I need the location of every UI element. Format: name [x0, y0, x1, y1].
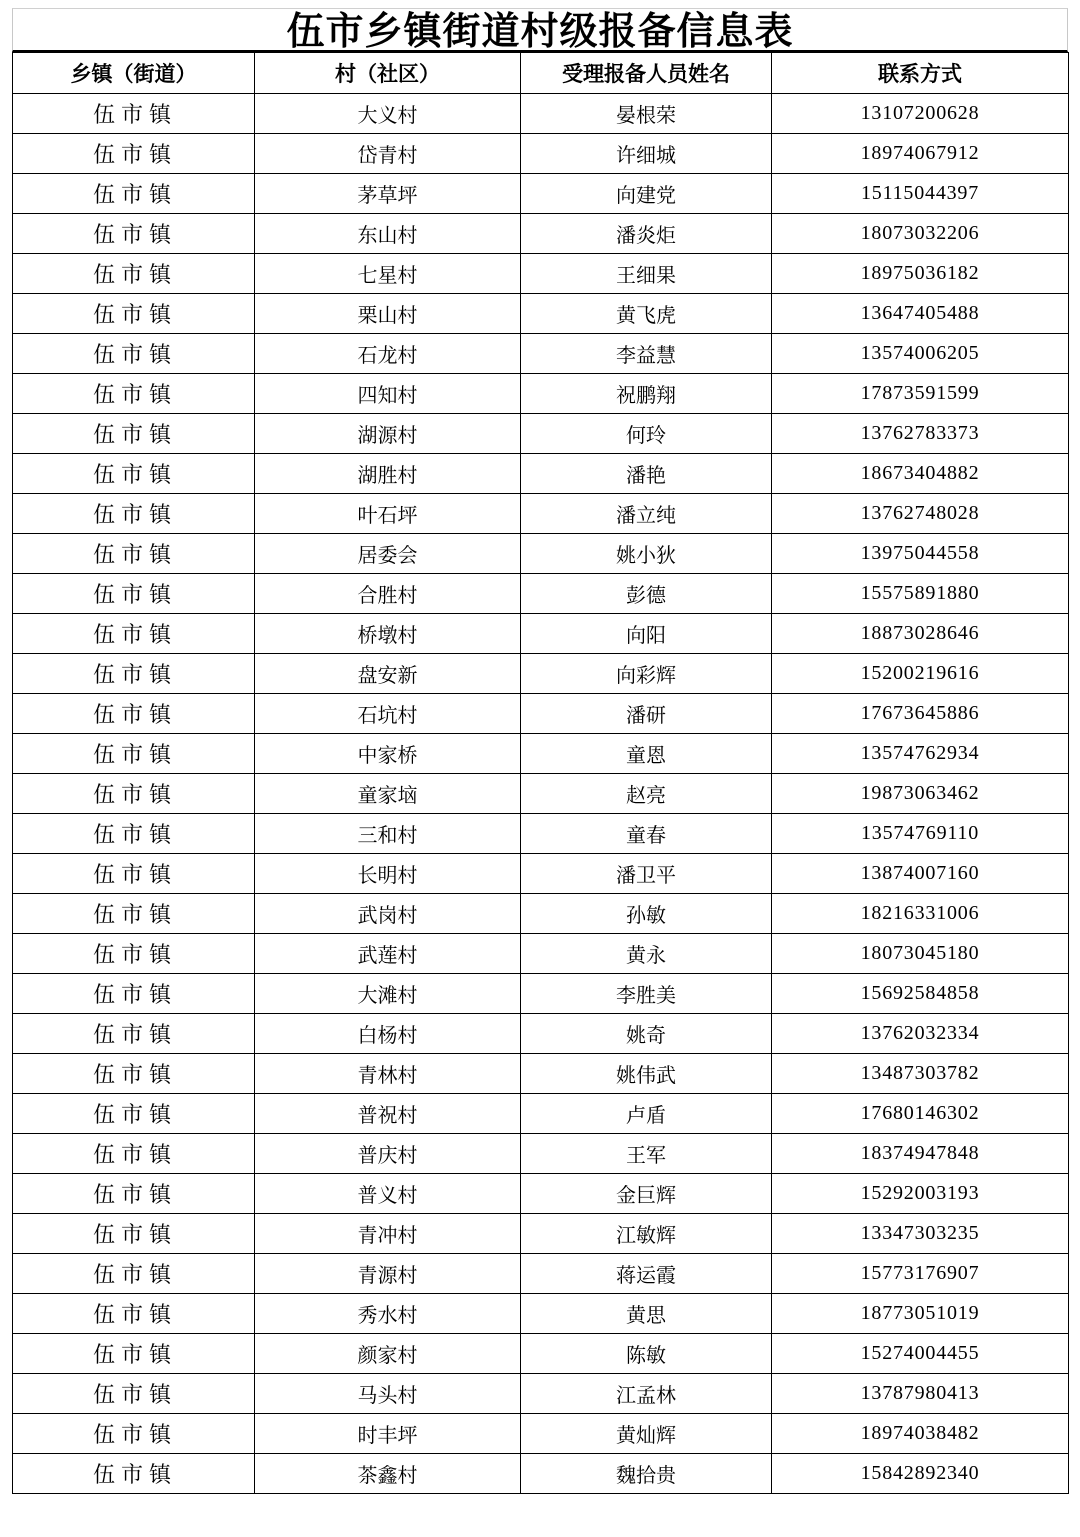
contact-name-cell: 卢盾	[521, 1094, 772, 1134]
village-cell: 湖源村	[255, 414, 521, 454]
contact-name-cell: 许细城	[521, 134, 772, 174]
phone-cell: 13347303235	[772, 1214, 1069, 1254]
phone-cell: 18975036182	[772, 254, 1069, 294]
contact-name-cell: 金巨辉	[521, 1174, 772, 1214]
town-cell: 伍市镇	[13, 414, 255, 454]
village-cell: 岱青村	[255, 134, 521, 174]
town-cell: 伍市镇	[13, 1214, 255, 1254]
village-cell: 茶鑫村	[255, 1454, 521, 1494]
town-cell: 伍市镇	[13, 1454, 255, 1494]
contact-name-cell: 姚伟武	[521, 1054, 772, 1094]
table-row	[13, 774, 1069, 814]
phone-cell: 13787980413	[772, 1374, 1069, 1414]
village-cell: 栗山村	[255, 294, 521, 334]
town-cell: 伍市镇	[13, 1254, 255, 1294]
phone-cell: 17873591599	[772, 374, 1069, 414]
table-row	[13, 1014, 1069, 1054]
contact-name-cell: 潘研	[521, 694, 772, 734]
town-cell: 伍市镇	[13, 694, 255, 734]
town-cell: 伍市镇	[13, 134, 255, 174]
phone-cell: 15115044397	[772, 174, 1069, 214]
town-cell: 伍市镇	[13, 1294, 255, 1334]
table-row	[13, 1214, 1069, 1254]
contact-name-cell: 江孟林	[521, 1374, 772, 1414]
town-cell: 伍市镇	[13, 774, 255, 814]
village-cell: 时丰坪	[255, 1414, 521, 1454]
town-cell: 伍市镇	[13, 734, 255, 774]
table-row	[13, 534, 1069, 574]
table-row	[13, 454, 1069, 494]
contact-name-cell: 姚奇	[521, 1014, 772, 1054]
village-cell: 青林村	[255, 1054, 521, 1094]
table-row	[13, 1254, 1069, 1294]
header-village: 村（社区）	[255, 53, 521, 94]
village-cell: 青源村	[255, 1254, 521, 1294]
phone-cell: 15842892340	[772, 1454, 1069, 1494]
contact-name-cell: 晏根荣	[521, 94, 772, 134]
town-cell: 伍市镇	[13, 934, 255, 974]
contact-name-cell: 江敏辉	[521, 1214, 772, 1254]
town-cell: 伍市镇	[13, 974, 255, 1014]
town-cell: 伍市镇	[13, 1014, 255, 1054]
table-row	[13, 1334, 1069, 1374]
village-cell: 白杨村	[255, 1014, 521, 1054]
table-row	[13, 254, 1069, 294]
table-row	[13, 414, 1069, 454]
phone-cell: 18974038482	[772, 1414, 1069, 1454]
town-cell: 伍市镇	[13, 1094, 255, 1134]
phone-cell: 13107200628	[772, 94, 1069, 134]
village-cell: 东山村	[255, 214, 521, 254]
table-row	[13, 894, 1069, 934]
table-row	[13, 694, 1069, 734]
contact-name-cell: 黄飞虎	[521, 294, 772, 334]
header-contact-person: 受理报备人员姓名	[521, 53, 772, 94]
phone-cell: 13762032334	[772, 1014, 1069, 1054]
contact-name-cell: 赵亮	[521, 774, 772, 814]
village-cell: 普祝村	[255, 1094, 521, 1134]
village-cell: 四知村	[255, 374, 521, 414]
phone-cell: 15200219616	[772, 654, 1069, 694]
phone-cell: 18374947848	[772, 1134, 1069, 1174]
phone-cell: 13975044558	[772, 534, 1069, 574]
table-row	[13, 734, 1069, 774]
town-cell: 伍市镇	[13, 494, 255, 534]
contact-name-cell: 王军	[521, 1134, 772, 1174]
town-cell: 伍市镇	[13, 654, 255, 694]
village-cell: 桥墩村	[255, 614, 521, 654]
table-row	[13, 1374, 1069, 1414]
table-row	[13, 174, 1069, 214]
contact-name-cell: 孙敏	[521, 894, 772, 934]
contact-name-cell: 彭德	[521, 574, 772, 614]
village-cell: 七星村	[255, 254, 521, 294]
contact-name-cell: 潘炎炬	[521, 214, 772, 254]
table-row	[13, 654, 1069, 694]
registration-sheet	[12, 8, 1068, 1494]
village-cell: 居委会	[255, 534, 521, 574]
contact-name-cell: 李胜美	[521, 974, 772, 1014]
contact-name-cell: 祝鹏翔	[521, 374, 772, 414]
contact-name-cell: 向彩辉	[521, 654, 772, 694]
contact-name-cell: 黄思	[521, 1294, 772, 1334]
contact-name-cell: 王细果	[521, 254, 772, 294]
table-row	[13, 94, 1069, 134]
town-cell: 伍市镇	[13, 254, 255, 294]
village-cell: 武莲村	[255, 934, 521, 974]
table-row	[13, 1094, 1069, 1134]
village-cell: 武岗村	[255, 894, 521, 934]
contact-name-cell: 潘立纯	[521, 494, 772, 534]
phone-cell: 13874007160	[772, 854, 1069, 894]
village-cell: 大滩村	[255, 974, 521, 1014]
village-cell: 叶石坪	[255, 494, 521, 534]
table-row	[13, 1414, 1069, 1454]
village-cell: 三和村	[255, 814, 521, 854]
phone-cell: 18773051019	[772, 1294, 1069, 1334]
town-cell: 伍市镇	[13, 534, 255, 574]
town-cell: 伍市镇	[13, 574, 255, 614]
village-cell: 湖胜村	[255, 454, 521, 494]
contact-name-cell: 蒋运霞	[521, 1254, 772, 1294]
sheet-title: 伍市乡镇街道村级报备信息表	[12, 8, 1068, 52]
village-cell: 青冲村	[255, 1214, 521, 1254]
town-cell: 伍市镇	[13, 294, 255, 334]
contact-name-cell: 姚小狄	[521, 534, 772, 574]
town-cell: 伍市镇	[13, 1134, 255, 1174]
table-row	[13, 854, 1069, 894]
contact-name-cell: 向建党	[521, 174, 772, 214]
town-cell: 伍市镇	[13, 814, 255, 854]
phone-cell: 17673645886	[772, 694, 1069, 734]
phone-cell: 13762783373	[772, 414, 1069, 454]
table-row	[13, 1174, 1069, 1214]
contact-name-cell: 童恩	[521, 734, 772, 774]
contact-name-cell: 魏拾贵	[521, 1454, 772, 1494]
village-cell: 童家垴	[255, 774, 521, 814]
town-cell: 伍市镇	[13, 894, 255, 934]
town-cell: 伍市镇	[13, 374, 255, 414]
phone-cell: 18873028646	[772, 614, 1069, 654]
village-cell: 石坑村	[255, 694, 521, 734]
table-row	[13, 974, 1069, 1014]
contact-name-cell: 李益慧	[521, 334, 772, 374]
contact-name-cell: 陈敏	[521, 1334, 772, 1374]
phone-cell: 18073045180	[772, 934, 1069, 974]
town-cell: 伍市镇	[13, 1334, 255, 1374]
village-cell: 颜家村	[255, 1334, 521, 1374]
village-cell: 石龙村	[255, 334, 521, 374]
header-town: 乡镇（街道）	[13, 53, 255, 94]
phone-cell: 15773176907	[772, 1254, 1069, 1294]
town-cell: 伍市镇	[13, 1374, 255, 1414]
table-row	[13, 934, 1069, 974]
phone-cell: 13574006205	[772, 334, 1069, 374]
phone-cell: 18974067912	[772, 134, 1069, 174]
town-cell: 伍市镇	[13, 454, 255, 494]
town-cell: 伍市镇	[13, 614, 255, 654]
town-cell: 伍市镇	[13, 1054, 255, 1094]
phone-cell: 19873063462	[772, 774, 1069, 814]
phone-cell: 15292003193	[772, 1174, 1069, 1214]
table-row	[13, 614, 1069, 654]
phone-cell: 15575891880	[772, 574, 1069, 614]
contact-name-cell: 潘卫平	[521, 854, 772, 894]
phone-cell: 15274004455	[772, 1334, 1069, 1374]
phone-cell: 15692584858	[772, 974, 1069, 1014]
contact-name-cell: 童春	[521, 814, 772, 854]
phone-cell: 18216331006	[772, 894, 1069, 934]
town-cell: 伍市镇	[13, 854, 255, 894]
table-row	[13, 1454, 1069, 1494]
village-cell: 合胜村	[255, 574, 521, 614]
phone-cell: 13574762934	[772, 734, 1069, 774]
table-header-row	[13, 53, 1069, 94]
table-row	[13, 1294, 1069, 1334]
table-row	[13, 574, 1069, 614]
village-cell: 大义村	[255, 94, 521, 134]
town-cell: 伍市镇	[13, 214, 255, 254]
town-cell: 伍市镇	[13, 1174, 255, 1214]
village-cell: 茅草坪	[255, 174, 521, 214]
village-cell: 马头村	[255, 1374, 521, 1414]
town-cell: 伍市镇	[13, 334, 255, 374]
registration-table	[12, 52, 1069, 1494]
table-row	[13, 214, 1069, 254]
table-row	[13, 494, 1069, 534]
contact-name-cell: 潘艳	[521, 454, 772, 494]
village-cell: 秀水村	[255, 1294, 521, 1334]
header-phone: 联系方式	[772, 53, 1069, 94]
phone-cell: 17680146302	[772, 1094, 1069, 1134]
town-cell: 伍市镇	[13, 1414, 255, 1454]
village-cell: 普庆村	[255, 1134, 521, 1174]
table-row	[13, 814, 1069, 854]
village-cell: 盘安新	[255, 654, 521, 694]
contact-name-cell: 黄灿辉	[521, 1414, 772, 1454]
table-body	[13, 94, 1069, 1494]
village-cell: 长明村	[255, 854, 521, 894]
village-cell: 普义村	[255, 1174, 521, 1214]
contact-name-cell: 何玲	[521, 414, 772, 454]
table-row	[13, 374, 1069, 414]
contact-name-cell: 向阳	[521, 614, 772, 654]
contact-name-cell: 黄永	[521, 934, 772, 974]
table-row	[13, 294, 1069, 334]
phone-cell: 13487303782	[772, 1054, 1069, 1094]
phone-cell: 13762748028	[772, 494, 1069, 534]
town-cell: 伍市镇	[13, 94, 255, 134]
phone-cell: 18673404882	[772, 454, 1069, 494]
town-cell: 伍市镇	[13, 174, 255, 214]
table-row	[13, 1054, 1069, 1094]
phone-cell: 13574769110	[772, 814, 1069, 854]
village-cell: 中家桥	[255, 734, 521, 774]
table-row	[13, 334, 1069, 374]
phone-cell: 13647405488	[772, 294, 1069, 334]
table-row	[13, 134, 1069, 174]
table-row	[13, 1134, 1069, 1174]
phone-cell: 18073032206	[772, 214, 1069, 254]
